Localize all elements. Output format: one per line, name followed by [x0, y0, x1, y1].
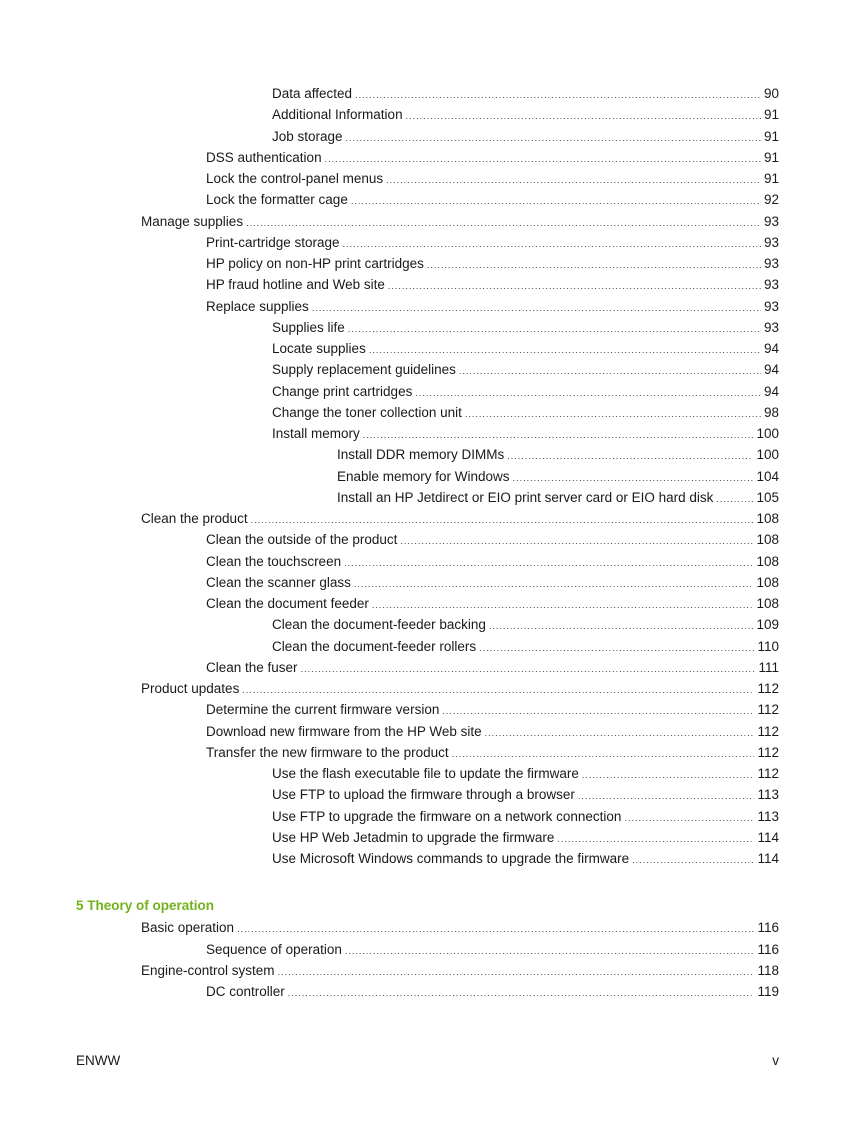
toc-page-number: 93 [763, 214, 779, 229]
toc-entry[interactable] [206, 191, 779, 209]
toc-dot-leader [344, 554, 753, 572]
toc-page-number: 109 [756, 617, 779, 632]
toc-page-number: 91 [763, 171, 779, 186]
toc-entry[interactable] [272, 808, 779, 826]
toc-entry[interactable] [206, 149, 779, 167]
toc-entry[interactable] [272, 850, 779, 868]
toc-page-number: 94 [763, 341, 779, 356]
toc-dot-leader [479, 639, 754, 657]
toc-entry-title: Job storage [272, 129, 343, 144]
toc-entry[interactable] [272, 425, 779, 443]
toc-entry[interactable] [206, 255, 779, 273]
toc-entry-title: Change the toner collection unit [272, 405, 462, 420]
toc-entry[interactable] [206, 723, 779, 741]
toc-entry[interactable] [206, 983, 779, 1001]
toc-dot-leader [406, 107, 761, 125]
toc-entry[interactable] [206, 701, 779, 719]
toc-page-number: 108 [756, 554, 779, 569]
toc-dot-leader [485, 724, 755, 742]
toc-dot-leader [624, 809, 754, 827]
toc-page-number: 92 [763, 192, 779, 207]
toc-page-number: 119 [757, 984, 779, 999]
toc-dot-leader [369, 341, 761, 359]
toc-entry-title: Clean the scanner glass [206, 575, 351, 590]
toc-entry-title: Lock the formatter cage [206, 192, 348, 207]
toc-dot-leader [301, 660, 756, 678]
toc-dot-leader [372, 596, 754, 614]
toc-dot-leader [716, 490, 753, 508]
toc-page-number: 114 [757, 851, 779, 866]
toc-dot-leader [312, 299, 761, 317]
toc-page-number: 116 [757, 920, 779, 935]
toc-entry[interactable] [206, 744, 779, 762]
toc-dot-leader [354, 575, 754, 593]
toc-page-number: 112 [757, 745, 779, 760]
toc-entry[interactable] [141, 962, 779, 980]
toc-page-number: 98 [763, 405, 779, 420]
toc-entry-title: Replace supplies [206, 299, 309, 314]
toc-entry[interactable] [272, 106, 779, 124]
toc-dot-leader [415, 384, 761, 402]
toc-entry[interactable] [272, 85, 779, 103]
toc-entry[interactable] [206, 234, 779, 252]
toc-page-number: 110 [757, 639, 779, 654]
toc-dot-leader [251, 511, 754, 529]
toc-dot-leader [557, 830, 754, 848]
toc-dot-leader [246, 214, 761, 232]
toc-entry[interactable] [272, 340, 779, 358]
toc-entry-title: Clean the fuser [206, 660, 298, 675]
toc-entry[interactable] [272, 128, 779, 146]
toc-entry-title: Sequence of operation [206, 942, 342, 957]
toc-dot-leader [489, 617, 754, 635]
toc-entry-title: Locate supplies [272, 341, 366, 356]
toc-entry[interactable] [141, 510, 779, 528]
footer-label: ENWW [76, 1053, 121, 1068]
toc-entry[interactable] [337, 489, 779, 507]
toc-entry-title: Additional Information [272, 107, 403, 122]
toc-entry[interactable] [206, 553, 779, 571]
toc-dot-leader [427, 256, 761, 274]
toc-entry-title: Clean the touchscreen [206, 554, 342, 569]
toc-page-number: 93 [763, 299, 779, 314]
toc-dot-leader [288, 984, 755, 1002]
toc-page-number: 93 [763, 277, 779, 292]
toc-dot-leader [343, 235, 761, 253]
toc-page-number: 112 [757, 681, 779, 696]
toc-entry-title: HP fraud hotline and Web site [206, 277, 385, 292]
toc-entry[interactable] [206, 595, 779, 613]
footer-page-number: v [772, 1053, 779, 1068]
toc-entry-title: Print-cartridge storage [206, 235, 340, 250]
toc-page-number: 104 [756, 469, 779, 484]
toc-dot-leader [442, 702, 754, 720]
toc-entry-title: Change print cartridges [272, 384, 413, 399]
toc-dot-leader [388, 277, 761, 295]
toc-page-number: 105 [756, 490, 779, 505]
toc-page-number: 93 [763, 320, 779, 335]
toc-entry-title: DC controller [206, 984, 285, 999]
toc-entry[interactable] [206, 574, 779, 592]
toc-entry-title: Clean the outside of the product [206, 532, 398, 547]
toc-dot-leader [452, 745, 755, 763]
toc-page-number: 93 [763, 256, 779, 271]
toc-page-number: 108 [756, 532, 779, 547]
toc-dot-leader [459, 362, 761, 380]
toc-entry[interactable] [272, 404, 779, 422]
toc-entry-title: DSS authentication [206, 150, 322, 165]
toc-entry-title: Use Microsoft Windows commands to upgrade the firmware [272, 851, 630, 866]
toc-entry-title: Product updates [141, 681, 240, 696]
toc-entry[interactable] [141, 680, 779, 698]
toc-entry-title: Clean the document-feeder backing [272, 617, 486, 632]
toc-entry[interactable] [206, 276, 779, 294]
toc-page-number: 112 [757, 724, 779, 739]
toc-dot-leader [278, 963, 755, 981]
toc-entry-title: HP policy on non-HP print cartridges [206, 256, 424, 271]
toc-entry[interactable] [206, 298, 779, 316]
toc-dot-leader [507, 447, 753, 465]
toc-entry[interactable] [141, 213, 779, 231]
toc-page-number: 90 [763, 86, 779, 101]
toc-entry[interactable] [337, 468, 779, 486]
toc-dot-leader [346, 129, 761, 147]
toc-dot-leader [513, 469, 754, 487]
toc-dot-leader [345, 942, 755, 960]
toc-entry-title: Supplies life [272, 320, 345, 335]
toc-entry-title: Supply replacement guidelines [272, 362, 456, 377]
toc-page-number: 100 [756, 426, 779, 441]
toc-page-number: 112 [757, 766, 779, 781]
toc-page-number: 108 [756, 511, 779, 526]
toc-entry[interactable] [206, 941, 779, 959]
toc-page-number: 112 [757, 702, 779, 717]
toc-entry-title: Engine-control system [141, 963, 275, 978]
toc-page-number: 108 [756, 596, 779, 611]
toc-entry[interactable] [272, 383, 779, 401]
toc-entry-title: Enable memory for Windows [337, 469, 510, 484]
toc-dot-leader [237, 920, 754, 938]
toc-dot-leader [582, 766, 755, 784]
toc-entry[interactable] [206, 659, 779, 677]
toc-dot-leader [578, 787, 755, 805]
toc-dot-leader [242, 681, 754, 699]
toc-dot-leader [351, 192, 761, 210]
toc-page-number: 108 [756, 575, 779, 590]
toc-page-number: 100 [756, 447, 779, 462]
toc-entry[interactable] [337, 446, 779, 464]
toc-entry[interactable] [206, 531, 779, 549]
toc-entry-title: Determine the current firmware version [206, 702, 440, 717]
toc-page-number: 91 [763, 107, 779, 122]
toc-page-number: 93 [763, 235, 779, 250]
toc-entry-title: Install an HP Jetdirect or EIO print server card or EIO hard disk [337, 490, 714, 505]
toc-entry[interactable] [206, 170, 779, 188]
toc-entry-title: Clean the product [141, 511, 248, 526]
toc-entry-title: Manage supplies [141, 214, 244, 229]
toc-entry-title: Clean the document feeder [206, 596, 369, 611]
toc-entry[interactable] [272, 616, 779, 634]
toc-entry[interactable] [272, 638, 779, 656]
toc-entry-title: Clean the document-feeder rollers [272, 639, 477, 654]
toc-entry-title: Transfer the new firmware to the product [206, 745, 449, 760]
toc-page-number: 91 [763, 150, 779, 165]
toc-entry-title: Install DDR memory DIMMs [337, 447, 505, 462]
toc-entry-title: Download new firmware from the HP Web site [206, 724, 482, 739]
toc-entry[interactable] [272, 361, 779, 379]
toc-dot-leader [465, 405, 761, 423]
toc-page-number: 113 [757, 809, 779, 824]
toc-entry-title: Use the flash executable file to update the firmware [272, 766, 579, 781]
toc-entry[interactable] [272, 319, 779, 337]
toc-entry[interactable] [272, 765, 779, 783]
toc-entry-title: Basic operation [141, 920, 235, 935]
toc-page-number: 94 [763, 384, 779, 399]
toc-dot-leader [386, 171, 761, 189]
toc-dot-leader [348, 320, 761, 338]
chapter-heading[interactable]: 5 Theory of operation [76, 898, 215, 913]
toc-dot-leader [632, 851, 754, 869]
toc-page-number: 94 [763, 362, 779, 377]
toc-entry-title: Data affected [272, 86, 353, 101]
toc-entry-title: Lock the control-panel menus [206, 171, 384, 186]
toc-entry-title: Use FTP to upgrade the firmware on a network connection [272, 809, 622, 824]
toc-entry-title: Use HP Web Jetadmin to upgrade the firmware [272, 830, 555, 845]
toc-page-number: 114 [757, 830, 779, 845]
toc-entry-title: Use FTP to upload the firmware through a browser [272, 787, 575, 802]
toc-entry[interactable] [272, 786, 779, 804]
toc-entry[interactable] [272, 829, 779, 847]
toc-entry-title: Install memory [272, 426, 360, 441]
toc-dot-leader [355, 86, 761, 104]
toc-dot-leader [363, 426, 754, 444]
toc-dot-leader [400, 532, 753, 550]
toc-page-number: 91 [763, 129, 779, 144]
toc-dot-leader [325, 150, 761, 168]
toc-page-number: 113 [757, 787, 779, 802]
toc-page-number: 111 [758, 660, 779, 675]
toc-page-number: 118 [757, 963, 779, 978]
toc-entry[interactable] [141, 919, 779, 937]
toc-page-number: 116 [757, 942, 779, 957]
